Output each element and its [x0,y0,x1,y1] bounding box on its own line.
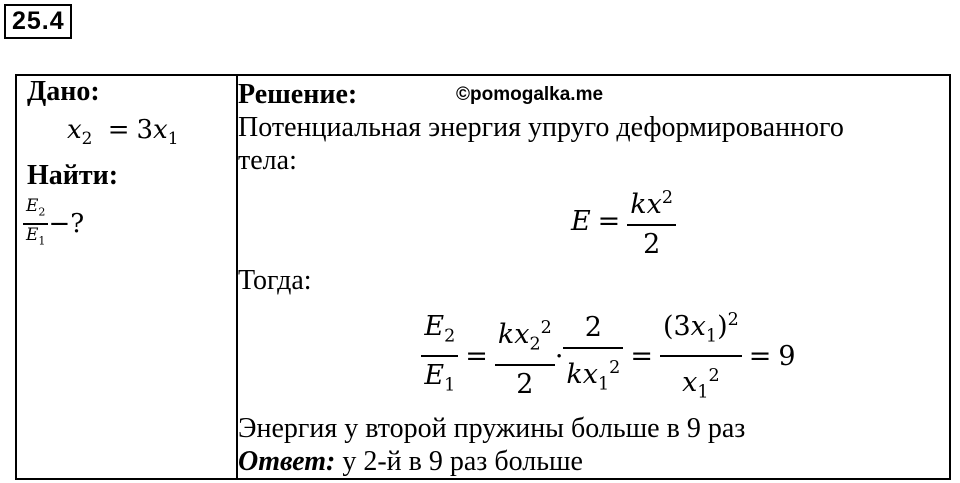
watermark: ©pomogalka.me [456,84,604,105]
formula-energy: E = $\frac{kx^2}{2}$ [298,179,949,264]
answer-label: Ответ: [238,445,336,477]
task-number: 25.4 [4,4,72,39]
given-header: Дано: [27,76,100,107]
intro-line-1: Потенциальная энергия упруго деформированного [238,112,844,143]
intro-line-2: тела: [238,145,297,176]
find-quantity [17,196,236,251]
then-line: Тогда: [238,265,312,296]
solution-column [237,75,950,479]
answer-text: у 2-й в 9 раз больше [335,445,583,477]
given-condition: $x_2 = 3x_1$ [67,115,179,149]
energy-ratio-fraction: $\frac{E_2}{E_1}$ [23,196,48,251]
find-header: Найти: [27,160,119,192]
answer-line [238,445,949,478]
formula-energy-fraction: $\frac{kx^2}{2}$ [627,179,676,264]
find-suffix: −? [48,208,85,239]
conclusion-line: Энергия у второй пружины больше в 9 раз [238,412,746,444]
formula-ratio: $\frac{E_2}{E_1}$ = $\frac{kx_2^2}{2}$ · $\frac{2}{kx_1^2}$ = $\frac{(3x_1)^2}{x_1^2}$ = 9 [268,301,949,412]
solution-header: Решение: [238,79,358,110]
solution-table [15,74,951,480]
given-column [16,75,237,479]
